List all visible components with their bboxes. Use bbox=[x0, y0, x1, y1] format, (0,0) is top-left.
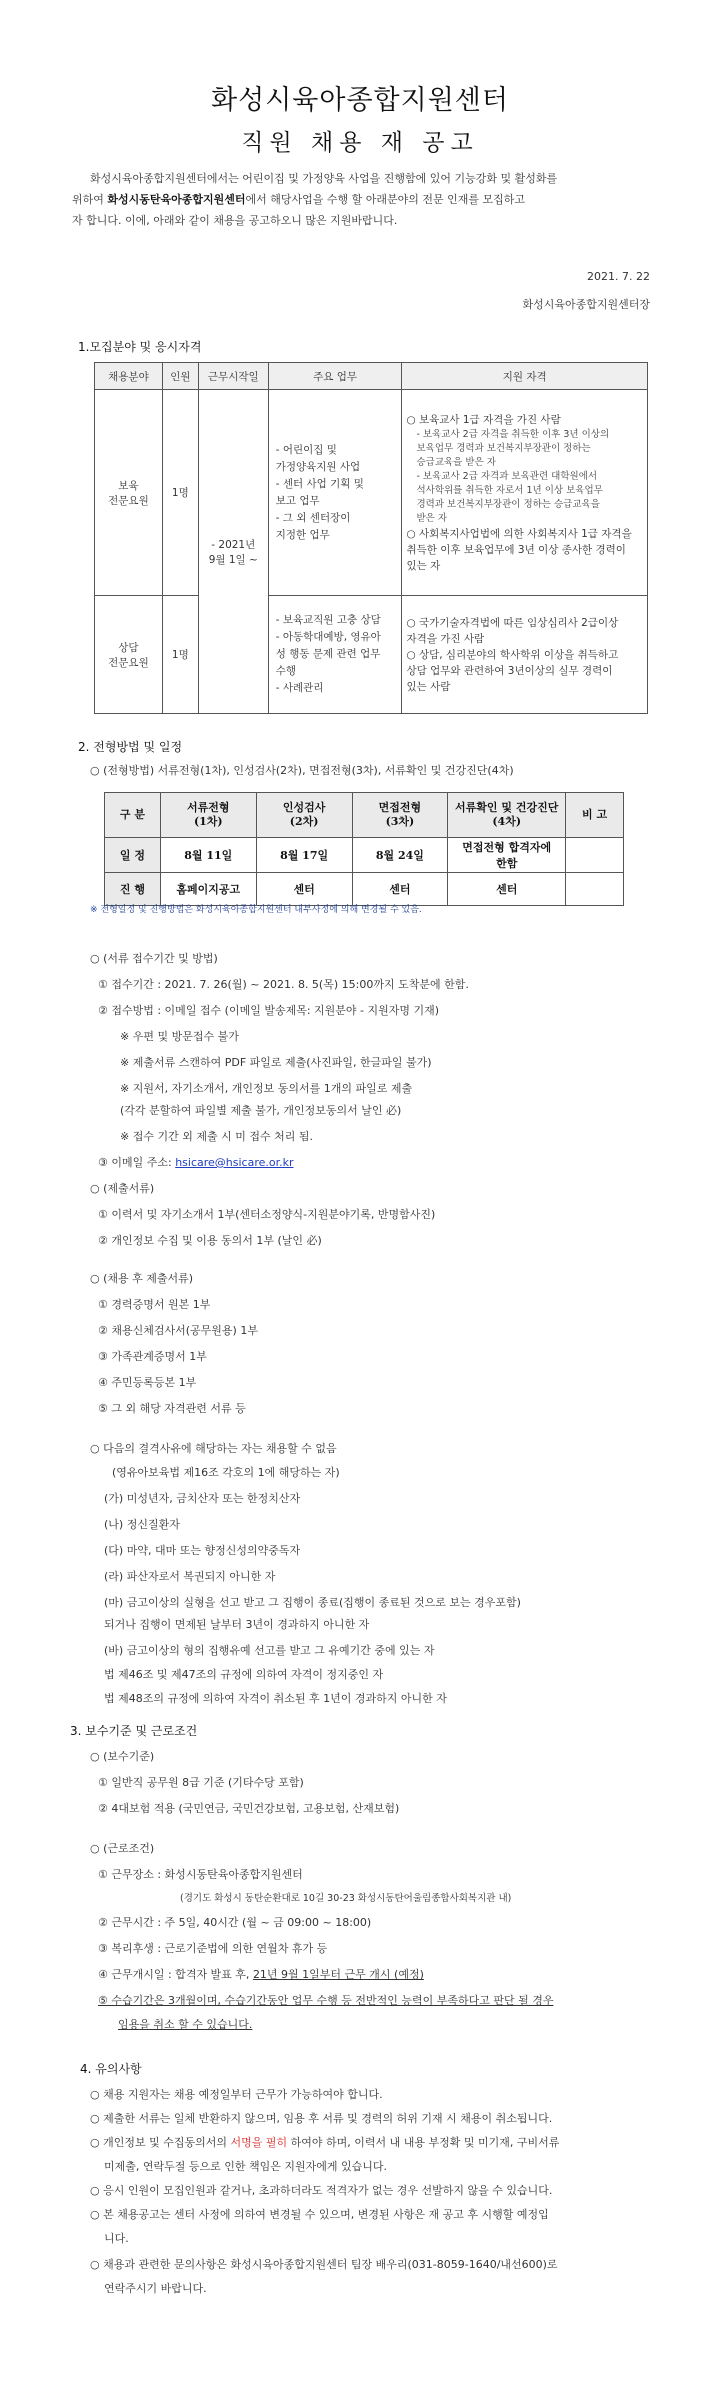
work-title: ○ (근로조건) bbox=[90, 1842, 155, 1855]
notice-date: 2021. 7. 22 bbox=[587, 270, 650, 283]
field-cell: 상담 전문요원 bbox=[95, 596, 163, 714]
section-3-title: 3. 보수기준 및 근로조건 bbox=[70, 1724, 198, 1738]
signature-required-highlight: 서명을 필히 bbox=[230, 2136, 288, 2149]
header-cell: 인성검사 (2차) bbox=[256, 793, 352, 838]
selection-method: ○ (전형방법) 서류전형(1차), 인성검사(2차), 면접전형(3차), 서류확인 및 건강진단(4차) bbox=[90, 764, 514, 777]
disqualification-item: (나) 정신질환자 bbox=[104, 1518, 180, 1531]
probation-line-2: 임용을 취소 할 수 있습니다. bbox=[118, 2018, 253, 2031]
intro-line-1: 화성시육아종합지원센터에서는 어린이집 및 가정양육 사업을 진행함에 있어 기능강화 및 활성화를 bbox=[90, 172, 558, 185]
duties-cell: - 보육교직원 고충 상담 - 아동학대예방, 영유아 성 행동 문제 관련 업무 수행 - 사례관리 bbox=[268, 596, 402, 714]
disqualification-item: 법 제46조 및 제47조의 규정에 의하여 자격이 정지중인 자 bbox=[104, 1668, 384, 1681]
header-cell: 면접전형 (3차) bbox=[352, 793, 448, 838]
notice-item: ○ 채용 지원자는 채용 예정일부터 근무가 가능하여야 합니다. bbox=[90, 2088, 383, 2101]
schedule-header-row bbox=[105, 793, 624, 838]
disqualification-item: (바) 금고이상의 형의 집행유예 선고를 받고 그 유예기간 중에 있는 자 bbox=[104, 1644, 435, 1657]
probation-line-1: ⑤ 수습기간은 3개월이며, 수습기간동안 업무 수행 등 전반적인 능력이 부족하다고 판단 될 경우 bbox=[98, 1994, 554, 2007]
notice-item: ○ 채용과 관련한 문의사항은 화성시육아종합지원센터 팀장 배우리(031-8059-1640/내선600)로 bbox=[90, 2258, 558, 2271]
row-header-cell: 진 행 bbox=[105, 873, 161, 906]
page-title: 화성시육아종합지원센터 bbox=[211, 85, 509, 116]
center-name-bold: 화성시동탄육아종합지원센터 bbox=[107, 193, 246, 206]
schedule-cell: 센터 bbox=[352, 873, 448, 906]
after-item: ① 경력증명서 원본 1부 bbox=[98, 1298, 211, 1311]
notice-issuer: 화성시육아종합지원센터장 bbox=[522, 298, 650, 311]
schedule-cell: 홈페이지공고 bbox=[160, 873, 256, 906]
schedule-row bbox=[105, 873, 624, 906]
apply-method: ② 접수방법 : 이메일 접수 (이메일 발송제목: 지원분야 - 지원자명 기재) bbox=[98, 1004, 440, 1017]
submit-item: ② 개인정보 수집 및 이용 동의서 1부 (날인 必) bbox=[98, 1234, 322, 1247]
table-row bbox=[95, 390, 648, 596]
after-title: ○ (채용 후 제출서류) bbox=[90, 1272, 194, 1285]
duties-cell: - 어린이집 및 가정양육지원 사업 - 센터 사업 기획 및 보고 업무 - 그 외 센터장이 지정한 업무 bbox=[268, 390, 402, 596]
work-item: ② 근무시간 : 주 5일, 40시간 (월 ~ 금 09:00 ~ 18:00) bbox=[98, 1916, 372, 1929]
notice-item: ○ 본 채용공고는 센터 사정에 의하여 변경될 수 있으며, 변경된 사항은 재 공고 후 시행할 예정입 bbox=[90, 2208, 549, 2221]
qualification-cell: ○ 국가기술자격법에 따른 임상심리사 2급이상 자격을 가진 사람 ○ 상담, 심리분야의 학사학위 이상을 취득하고 상담 업무와 관련하여 3년이상의 실무 경력이 있는 사람 bbox=[402, 596, 648, 714]
disqualification-sub: (영유아보육법 제16조 각호의 1에 해당하는 자) bbox=[112, 1466, 340, 1479]
table-row bbox=[95, 596, 648, 714]
apply-note: ※ 우편 및 방문접수 불가 bbox=[120, 1030, 239, 1043]
schedule-cell: 센터 bbox=[448, 873, 566, 906]
submit-title: ○ (제출서류) bbox=[90, 1182, 155, 1195]
notice-item-cont: 연락주시기 바랍니다. bbox=[104, 2282, 207, 2295]
header-cell: 인원 bbox=[162, 363, 198, 390]
apply-period: ① 접수기간 : 2021. 7. 26(월) ~ 2021. 8. 5(목) 15:00까지 도착분에 한함. bbox=[98, 978, 469, 991]
disqualification-item: (라) 파산자로서 복권되지 아니한 자 bbox=[104, 1570, 276, 1583]
work-item: ① 근무장소 : 화성시동탄육아종합지원센터 bbox=[98, 1868, 303, 1881]
work-start-line: ④ 근무개시일 : 합격자 발표 후, 21년 9월 1일부터 근무 개시 (예정) bbox=[98, 1968, 424, 1981]
header-cell: 지원 자격 bbox=[402, 363, 648, 390]
intro-paragraph bbox=[72, 168, 660, 231]
email-link[interactable]: hsicare@hsicare.or.kr bbox=[175, 1156, 294, 1169]
start-date-cell: - 2021년 9월 1일 ~ bbox=[198, 390, 268, 714]
recruitment-field-table bbox=[94, 362, 648, 714]
schedule-table bbox=[104, 792, 624, 906]
pay-item: ① 일반직 공무원 8급 기준 (기타수당 포함) bbox=[98, 1776, 304, 1789]
disqualification-item: (가) 미성년자, 금치산자 또는 한정치산자 bbox=[104, 1492, 301, 1505]
intro-line-2: 위하여 화성시동탄육아종합지원센터에서 해당사업을 수행 할 아래분야의 전문 인재를 모집하고 bbox=[72, 193, 526, 206]
header-cell: 근무시작일 bbox=[198, 363, 268, 390]
disqualification-item: 법 제48조의 규정에 의하여 자격이 취소된 후 1년이 경과하지 아니한 자 bbox=[104, 1692, 447, 1705]
apply-note: ※ 제출서류 스캔하여 PDF 파일로 제출(사진파일, 한글파일 불가) bbox=[120, 1056, 432, 1069]
pay-item: ② 4대보험 적용 (국민연금, 국민건강보험, 고용보험, 산재보험) bbox=[98, 1802, 400, 1815]
after-item: ③ 가족관계증명서 1부 bbox=[98, 1350, 207, 1363]
notice-item-cont: 니다. bbox=[104, 2232, 129, 2245]
section-4-title: 4. 유의사항 bbox=[80, 2062, 142, 2076]
qualification-cell: ○ 보육교사 1급 자격을 가진 사람 - 보육교사 2급 자격을 취득한 이후 3년 이상의 보육업무 경력과 보건복지부장관이 정하는 승급교육을 받은 자 - 보육교사 2급 자격과 보육관련 대학원에서 석사학위를 취득한 자로서 1년 이상 보육업무 경력과 보건복지부장관이 정하는 승급교육을 받은 자 ○ 사회복지사업법에 의한 사회복지사 1급 자격을 취득한 이후 보육업무에 3년 이상 종사한 경력이 있는 자 bbox=[402, 390, 648, 596]
header-cell: 서류확인 및 건강진단 (4차) bbox=[448, 793, 566, 838]
after-item: ② 채용신체검사서(공무원용) 1부 bbox=[98, 1324, 258, 1337]
disqualification-item: (다) 마약, 대마 또는 향정신성의약중독자 bbox=[104, 1544, 301, 1557]
notice-item: ○ 응시 인원이 모집인원과 같거나, 초과하더라도 적격자가 없는 경우 선발하지 않을 수 있습니다. bbox=[90, 2184, 553, 2197]
section-1-title: 1.모집분야 및 응시자격 bbox=[78, 340, 202, 354]
disqualification-title: ○ 다음의 결격사유에 해당하는 자는 채용할 수 없음 bbox=[90, 1442, 337, 1455]
header-cell: 비 고 bbox=[566, 793, 624, 838]
pay-title: ○ (보수기준) bbox=[90, 1750, 155, 1763]
count-cell: 1명 bbox=[162, 596, 198, 714]
after-item: ④ 주민등록등본 1부 bbox=[98, 1376, 197, 1389]
schedule-cell bbox=[566, 838, 624, 873]
work-address: (경기도 화성시 동탄순환대로 10길 30-23 화성시동탄어울림종합사회복지관 내) bbox=[180, 1893, 512, 1904]
header-cell: 채용분야 bbox=[95, 363, 163, 390]
count-cell: 1명 bbox=[162, 390, 198, 596]
schedule-cell: 8월 17일 bbox=[256, 838, 352, 873]
work-item: ③ 복리후생 : 근로기준법에 의한 연월차 휴가 등 bbox=[98, 1942, 328, 1955]
schedule-row bbox=[105, 838, 624, 873]
schedule-cell: 8월 11일 bbox=[160, 838, 256, 873]
schedule-cell: 센터 bbox=[256, 873, 352, 906]
disqualification-item: 되거나 집행이 면제된 날부터 3년이 경과하지 아니한 자 bbox=[104, 1618, 370, 1631]
header-cell: 서류전형 (1차) bbox=[160, 793, 256, 838]
page-subtitle: 직원 채용 재 공고 bbox=[241, 130, 479, 156]
apply-note: (각각 분할하여 파일별 제출 불가, 개인정보동의서 날인 必) bbox=[120, 1104, 402, 1117]
header-cell: 주요 업무 bbox=[268, 363, 402, 390]
disqualification-item: (마) 금고이상의 실형을 선고 받고 그 집행이 종료(집행이 종료된 것으로 보는 경우포함) bbox=[104, 1596, 521, 1609]
after-item: ⑤ 그 외 해당 자격관련 서류 등 bbox=[98, 1402, 246, 1415]
schedule-cell bbox=[566, 873, 624, 906]
apply-note: ※ 지원서, 자기소개서, 개인정보 동의서를 1개의 파일로 제출 bbox=[120, 1082, 413, 1095]
apply-title: ○ (서류 접수기간 및 방법) bbox=[90, 952, 218, 965]
notice-item-cont: 미제출, 연락두절 등으로 인한 책임은 지원자에게 있습니다. bbox=[104, 2160, 387, 2173]
schedule-note: ※ 전형일정 및 진행방법은 화성시육아종합지원센터 내부사정에 의해 변경될 수 있음. bbox=[90, 905, 422, 915]
table-header-row bbox=[95, 363, 648, 390]
notice-item: ○ 개인정보 및 수집동의서의 서명을 필히 하여야 하며, 이력서 내 내용 부정확 및 미기재, 구비서류 bbox=[90, 2136, 560, 2149]
notice-item: ○ 제출한 서류는 일체 반환하지 않으며, 임용 후 서류 및 경력의 허위 기재 시 채용이 취소됩니다. bbox=[90, 2112, 553, 2125]
section-2-title: 2. 전형방법 및 일정 bbox=[78, 740, 183, 754]
intro-line-3: 자 합니다. 이에, 아래와 같이 채용을 공고하오니 많은 지원바랍니다. bbox=[72, 214, 398, 227]
submit-item: ① 이력서 및 자기소개서 1부(센터소정양식-지원분야기록, 반명함사진) bbox=[98, 1208, 436, 1221]
row-header-cell: 일 정 bbox=[105, 838, 161, 873]
apply-note: ※ 접수 기간 외 제출 시 미 접수 처리 됨. bbox=[120, 1130, 313, 1143]
apply-email-line: ③ 이메일 주소: hsicare@hsicare.or.kr bbox=[98, 1156, 294, 1169]
schedule-cell: 면접전형 합격자에 한함 bbox=[448, 838, 566, 873]
field-cell: 보육 전문요원 bbox=[95, 390, 163, 596]
header-cell: 구 분 bbox=[105, 793, 161, 838]
schedule-cell: 8월 24일 bbox=[352, 838, 448, 873]
start-date-underlined: 21년 9월 1일부터 근무 개시 (예정) bbox=[252, 1968, 424, 1981]
